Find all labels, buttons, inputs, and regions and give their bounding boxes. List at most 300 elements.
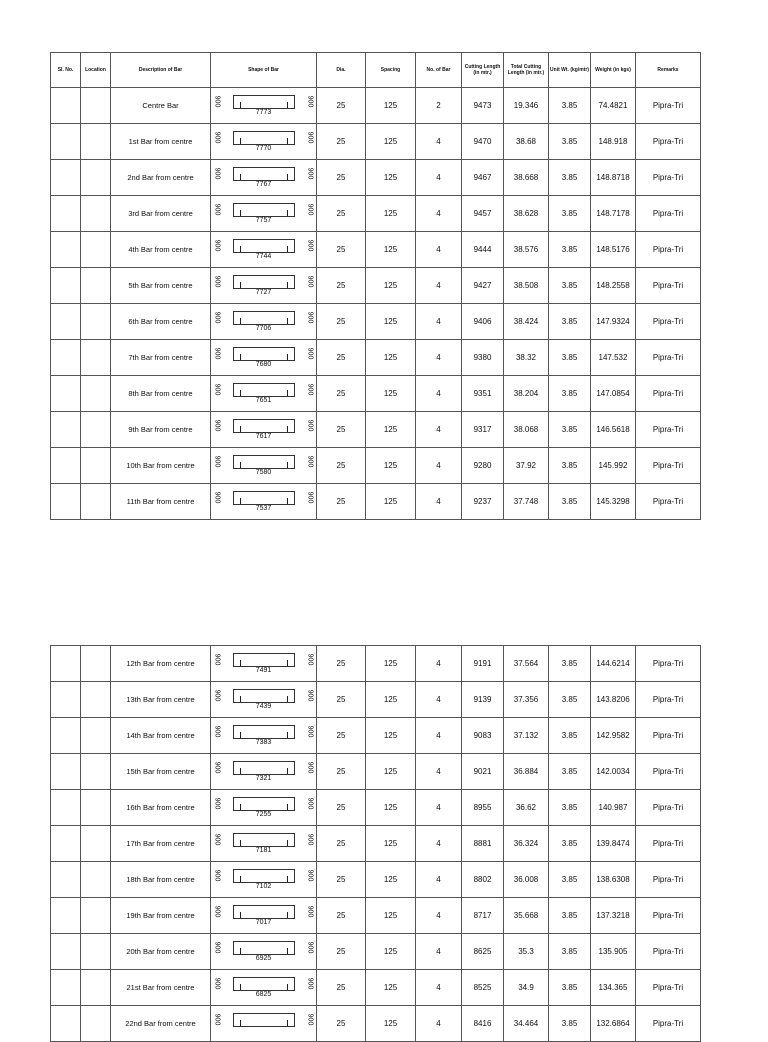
spacing-cell: 125 [366,1006,416,1042]
header-row [51,53,701,88]
right-leg-length: 900 [306,383,314,396]
remarks-cell: Pipra-Tri [636,484,701,520]
left-leg-length: 900 [213,347,221,360]
right-leg-length: 900 [306,689,314,702]
bar-frame [233,455,295,469]
left-leg-length: 900 [213,905,221,918]
bar-straight-length: 7321 [255,775,272,782]
description-cell: 16th Bar from centre [111,790,211,826]
remarks-cell: Pipra-Tri [636,862,701,898]
no-of-bar-cell: 4 [416,682,462,718]
total-cutting-length-cell: 19.346 [504,88,549,124]
left-leg-length: 900 [213,653,221,666]
header-cutting-length: Cutting Length (in mtr.) [462,53,504,88]
cutting-length-cell: 8717 [462,898,504,934]
total-cutting-length-cell: 37.356 [504,682,549,718]
shape-cell [211,898,317,934]
shape-cell [211,484,317,520]
table-row [51,196,701,232]
shape-cell [211,718,317,754]
sl-no-cell [51,232,81,268]
left-leg-length: 900 [213,419,221,432]
bar-shape-diagram [211,682,316,717]
location-cell [81,196,111,232]
bar-straight-length: 7017 [255,919,272,926]
spacing-cell: 125 [366,934,416,970]
bar-frame [233,653,295,667]
cutting-length-cell: 8802 [462,862,504,898]
table-row [51,376,701,412]
weight-cell: 140.987 [591,790,636,826]
total-cutting-length-cell: 35.3 [504,934,549,970]
left-leg-length: 900 [213,95,221,108]
description-cell: 18th Bar from centre [111,862,211,898]
cutting-length-cell: 9444 [462,232,504,268]
description-cell: 7th Bar from centre [111,340,211,376]
total-cutting-length-cell: 38.508 [504,268,549,304]
bar-frame [233,689,295,703]
dia-cell: 25 [317,340,366,376]
shape-cell [211,448,317,484]
dia-cell: 25 [317,304,366,340]
bar-frame [233,905,295,919]
remarks-cell: Pipra-Tri [636,160,701,196]
bar-straight-length: 7383 [255,739,272,746]
cutting-length-cell: 9467 [462,160,504,196]
cutting-length-cell: 9191 [462,646,504,682]
right-leg-length: 900 [306,311,314,324]
cutting-length-cell: 9139 [462,682,504,718]
description-cell: 3rd Bar from centre [111,196,211,232]
sl-no-cell [51,268,81,304]
dia-cell: 25 [317,448,366,484]
spacing-cell: 125 [366,196,416,232]
weight-cell: 147.0854 [591,376,636,412]
left-leg-length: 900 [213,761,221,774]
dia-cell: 25 [317,484,366,520]
unit-wt-cell: 3.85 [549,376,591,412]
bar-straight-length: 7770 [255,145,272,152]
remarks-cell: Pipra-Tri [636,934,701,970]
no-of-bar-cell: 4 [416,934,462,970]
sl-no-cell [51,646,81,682]
table-row [51,484,701,520]
location-cell [81,934,111,970]
dia-cell: 25 [317,88,366,124]
spacing-cell: 125 [366,718,416,754]
no-of-bar-cell: 4 [416,124,462,160]
bar-shape-diagram [211,934,316,969]
bar-straight-length: 7181 [255,847,272,854]
right-leg-length: 900 [306,905,314,918]
table-row [51,934,701,970]
bar-frame-bottom [233,1026,295,1027]
spacing-cell: 125 [366,160,416,196]
header-sl-no: Sl. No. [51,53,81,88]
total-cutting-length-cell: 38.32 [504,340,549,376]
bar-straight-length: 7102 [255,883,272,890]
bar-shape-diagram [211,790,316,825]
spacing-cell: 125 [366,268,416,304]
dia-cell: 25 [317,124,366,160]
shape-cell [211,340,317,376]
no-of-bar-cell: 4 [416,448,462,484]
header-dia: Dia. [317,53,366,88]
weight-cell: 146.5618 [591,412,636,448]
unit-wt-cell: 3.85 [549,124,591,160]
description-cell: 20th Bar from centre [111,934,211,970]
spacing-cell: 125 [366,862,416,898]
table-row [51,304,701,340]
total-cutting-length-cell: 37.92 [504,448,549,484]
shape-cell [211,646,317,682]
sl-no-cell [51,862,81,898]
unit-wt-cell: 3.85 [549,196,591,232]
cutting-length-cell: 9083 [462,718,504,754]
description-cell: 10th Bar from centre [111,448,211,484]
cutting-length-cell: 8525 [462,970,504,1006]
left-leg-length: 900 [213,239,221,252]
remarks-cell: Pipra-Tri [636,340,701,376]
sl-no-cell [51,718,81,754]
table-row [51,754,701,790]
total-cutting-length-cell: 38.628 [504,196,549,232]
dia-cell: 25 [317,682,366,718]
spacing-cell: 125 [366,754,416,790]
spacing-cell: 125 [366,232,416,268]
bar-frame [233,725,295,739]
remarks-cell: Pipra-Tri [636,376,701,412]
unit-wt-cell: 3.85 [549,232,591,268]
shape-cell [211,826,317,862]
right-leg-length: 900 [306,977,314,990]
location-cell [81,826,111,862]
bar-straight-length: 7680 [255,361,272,368]
dia-cell: 25 [317,826,366,862]
bar-shape-diagram [211,484,316,519]
location-cell [81,340,111,376]
weight-cell: 143.8206 [591,682,636,718]
remarks-cell: Pipra-Tri [636,790,701,826]
description-cell: 5th Bar from centre [111,268,211,304]
bar-shape-diagram [211,124,316,159]
weight-cell: 148.918 [591,124,636,160]
bar-shape-diagram [211,412,316,447]
unit-wt-cell: 3.85 [549,484,591,520]
bar-shape-diagram [211,88,316,123]
bar-straight-length: 7491 [255,667,272,674]
bar-frame [233,869,295,883]
cutting-length-cell: 8625 [462,934,504,970]
unit-wt-cell: 3.85 [549,448,591,484]
sl-no-cell [51,898,81,934]
header-location: Location [81,53,111,88]
location-cell [81,304,111,340]
unit-wt-cell: 3.85 [549,1006,591,1042]
location-cell [81,268,111,304]
table-row [51,790,701,826]
remarks-cell: Pipra-Tri [636,448,701,484]
total-cutting-length-cell: 37.564 [504,646,549,682]
remarks-cell: Pipra-Tri [636,682,701,718]
spacing-cell: 125 [366,376,416,412]
unit-wt-cell: 3.85 [549,790,591,826]
bar-straight-length: 7537 [255,505,272,512]
bar-frame [233,1013,295,1027]
cutting-length-cell: 9470 [462,124,504,160]
right-leg-length: 900 [306,419,314,432]
right-leg-length: 900 [306,131,314,144]
weight-cell: 138.6308 [591,862,636,898]
bar-straight-length: 7767 [255,181,272,188]
unit-wt-cell: 3.85 [549,934,591,970]
spacing-cell: 125 [366,340,416,376]
right-leg-length: 900 [306,347,314,360]
remarks-cell: Pipra-Tri [636,754,701,790]
unit-wt-cell: 3.85 [549,88,591,124]
cutting-length-cell: 8881 [462,826,504,862]
bar-straight-length: 7757 [255,217,272,224]
weight-cell: 137.3218 [591,898,636,934]
bar-shape-diagram [211,754,316,789]
shape-cell [211,412,317,448]
unit-wt-cell: 3.85 [549,682,591,718]
total-cutting-length-cell: 38.576 [504,232,549,268]
table-row [51,412,701,448]
sl-no-cell [51,160,81,196]
remarks-cell: Pipra-Tri [636,898,701,934]
bar-shape-diagram [211,268,316,303]
dia-cell: 25 [317,1006,366,1042]
spacing-cell: 125 [366,898,416,934]
shape-cell [211,88,317,124]
dia-cell: 25 [317,970,366,1006]
weight-cell: 142.9582 [591,718,636,754]
sl-no-cell [51,304,81,340]
total-cutting-length-cell: 36.324 [504,826,549,862]
bar-straight-length: 7617 [255,433,272,440]
total-cutting-length-cell: 38.668 [504,160,549,196]
unit-wt-cell: 3.85 [549,268,591,304]
sl-no-cell [51,826,81,862]
unit-wt-cell: 3.85 [549,826,591,862]
shape-cell [211,160,317,196]
location-cell [81,376,111,412]
right-leg-length: 900 [306,491,314,504]
shape-cell [211,376,317,412]
header-weight: Weight (in kgs) [591,53,636,88]
bar-straight-length: 6825 [255,991,272,998]
right-leg-length: 900 [306,167,314,180]
no-of-bar-cell: 4 [416,646,462,682]
right-leg-length: 900 [306,203,314,216]
table-row [51,898,701,934]
spacing-cell: 125 [366,88,416,124]
cutting-length-cell: 8416 [462,1006,504,1042]
bar-straight-length: 7439 [255,703,272,710]
total-cutting-length-cell: 38.68 [504,124,549,160]
bar-frame [233,203,295,217]
spacing-cell: 125 [366,124,416,160]
cutting-length-cell: 9237 [462,484,504,520]
cutting-length-cell: 9021 [462,754,504,790]
left-leg-length: 900 [213,797,221,810]
cutting-length-cell: 9406 [462,304,504,340]
dia-cell: 25 [317,412,366,448]
sl-no-cell [51,376,81,412]
left-leg-length: 900 [213,491,221,504]
right-leg-length: 900 [306,653,314,666]
location-cell [81,682,111,718]
remarks-cell: Pipra-Tri [636,88,701,124]
description-cell: 8th Bar from centre [111,376,211,412]
total-cutting-length-cell: 34.464 [504,1006,549,1042]
bar-shape-diagram [211,340,316,375]
bar-shape-diagram [211,970,316,1005]
total-cutting-length-cell: 35.668 [504,898,549,934]
bar-shape-diagram [211,646,316,681]
no-of-bar-cell: 4 [416,1006,462,1042]
remarks-cell: Pipra-Tri [636,970,701,1006]
description-cell: 21st Bar from centre [111,970,211,1006]
right-leg-length: 900 [306,833,314,846]
location-cell [81,718,111,754]
right-leg-length: 900 [306,95,314,108]
right-leg-length: 900 [306,1013,314,1026]
table-1-body [51,88,701,520]
remarks-cell: Pipra-Tri [636,124,701,160]
location-cell [81,232,111,268]
spacing-cell: 125 [366,304,416,340]
weight-cell: 134.365 [591,970,636,1006]
total-cutting-length-cell: 36.62 [504,790,549,826]
no-of-bar-cell: 4 [416,304,462,340]
no-of-bar-cell: 4 [416,268,462,304]
description-cell: 17th Bar from centre [111,826,211,862]
weight-cell: 148.8718 [591,160,636,196]
right-leg-length: 900 [306,869,314,882]
bar-straight-length: 6925 [255,955,272,962]
description-cell: 6th Bar from centre [111,304,211,340]
bar-shape-diagram [211,826,316,861]
sl-no-cell [51,412,81,448]
unit-wt-cell: 3.85 [549,718,591,754]
table-row [51,718,701,754]
location-cell [81,862,111,898]
location-cell [81,970,111,1006]
no-of-bar-cell: 4 [416,862,462,898]
bar-shape-diagram [211,196,316,231]
total-cutting-length-cell: 36.884 [504,754,549,790]
description-cell: 22nd Bar from centre [111,1006,211,1042]
sl-no-cell [51,790,81,826]
weight-cell: 132.6864 [591,1006,636,1042]
total-cutting-length-cell: 37.748 [504,484,549,520]
description-cell: 13th Bar from centre [111,682,211,718]
location-cell [81,160,111,196]
weight-cell: 148.7178 [591,196,636,232]
bar-straight-length: 7744 [255,253,272,260]
sl-no-cell [51,88,81,124]
shape-cell [211,790,317,826]
cutting-length-cell: 9427 [462,268,504,304]
cutting-length-cell: 9457 [462,196,504,232]
header-description: Description of Bar [111,53,211,88]
shape-cell [211,124,317,160]
bar-frame [233,167,295,181]
left-leg-length: 900 [213,941,221,954]
left-leg-length: 900 [213,275,221,288]
weight-cell: 139.8474 [591,826,636,862]
bar-frame [233,239,295,253]
right-leg-length: 900 [306,275,314,288]
weight-cell: 145.3298 [591,484,636,520]
no-of-bar-cell: 4 [416,376,462,412]
left-leg-length: 900 [213,1013,221,1026]
dia-cell: 25 [317,754,366,790]
bar-frame [233,95,295,109]
bar-straight-length: 7727 [255,289,272,296]
location-cell [81,646,111,682]
total-cutting-length-cell: 38.204 [504,376,549,412]
right-leg-length: 900 [306,761,314,774]
no-of-bar-cell: 4 [416,412,462,448]
location-cell [81,754,111,790]
cutting-length-cell: 8955 [462,790,504,826]
weight-cell: 148.2558 [591,268,636,304]
no-of-bar-cell: 4 [416,160,462,196]
bar-frame [233,833,295,847]
bar-frame [233,941,295,955]
left-leg-length: 900 [213,689,221,702]
bar-shape-diagram [211,232,316,267]
weight-cell: 74.4821 [591,88,636,124]
table-row [51,88,701,124]
shape-cell [211,232,317,268]
location-cell [81,484,111,520]
cutting-length-cell: 9317 [462,412,504,448]
right-leg-length: 900 [306,797,314,810]
left-leg-length: 900 [213,725,221,738]
spacing-cell: 125 [366,484,416,520]
no-of-bar-cell: 4 [416,718,462,754]
no-of-bar-cell: 4 [416,484,462,520]
left-leg-length: 900 [213,203,221,216]
total-cutting-length-cell: 34.9 [504,970,549,1006]
no-of-bar-cell: 2 [416,88,462,124]
spacing-cell: 125 [366,790,416,826]
location-cell [81,412,111,448]
dia-cell: 25 [317,196,366,232]
bar-straight-length: 7580 [255,469,272,476]
weight-cell: 142.0034 [591,754,636,790]
right-leg-length: 900 [306,941,314,954]
dia-cell: 25 [317,862,366,898]
dia-cell: 25 [317,934,366,970]
dia-cell: 25 [317,898,366,934]
no-of-bar-cell: 4 [416,970,462,1006]
header-remarks: Remarks [636,53,701,88]
bar-frame [233,311,295,325]
left-leg-length: 900 [213,977,221,990]
bar-straight-length: 7773 [255,109,272,116]
header-no-of-bar: No. of Bar [416,53,462,88]
sl-no-cell [51,124,81,160]
spacing-cell: 125 [366,826,416,862]
dia-cell: 25 [317,232,366,268]
no-of-bar-cell: 4 [416,754,462,790]
shape-cell [211,862,317,898]
